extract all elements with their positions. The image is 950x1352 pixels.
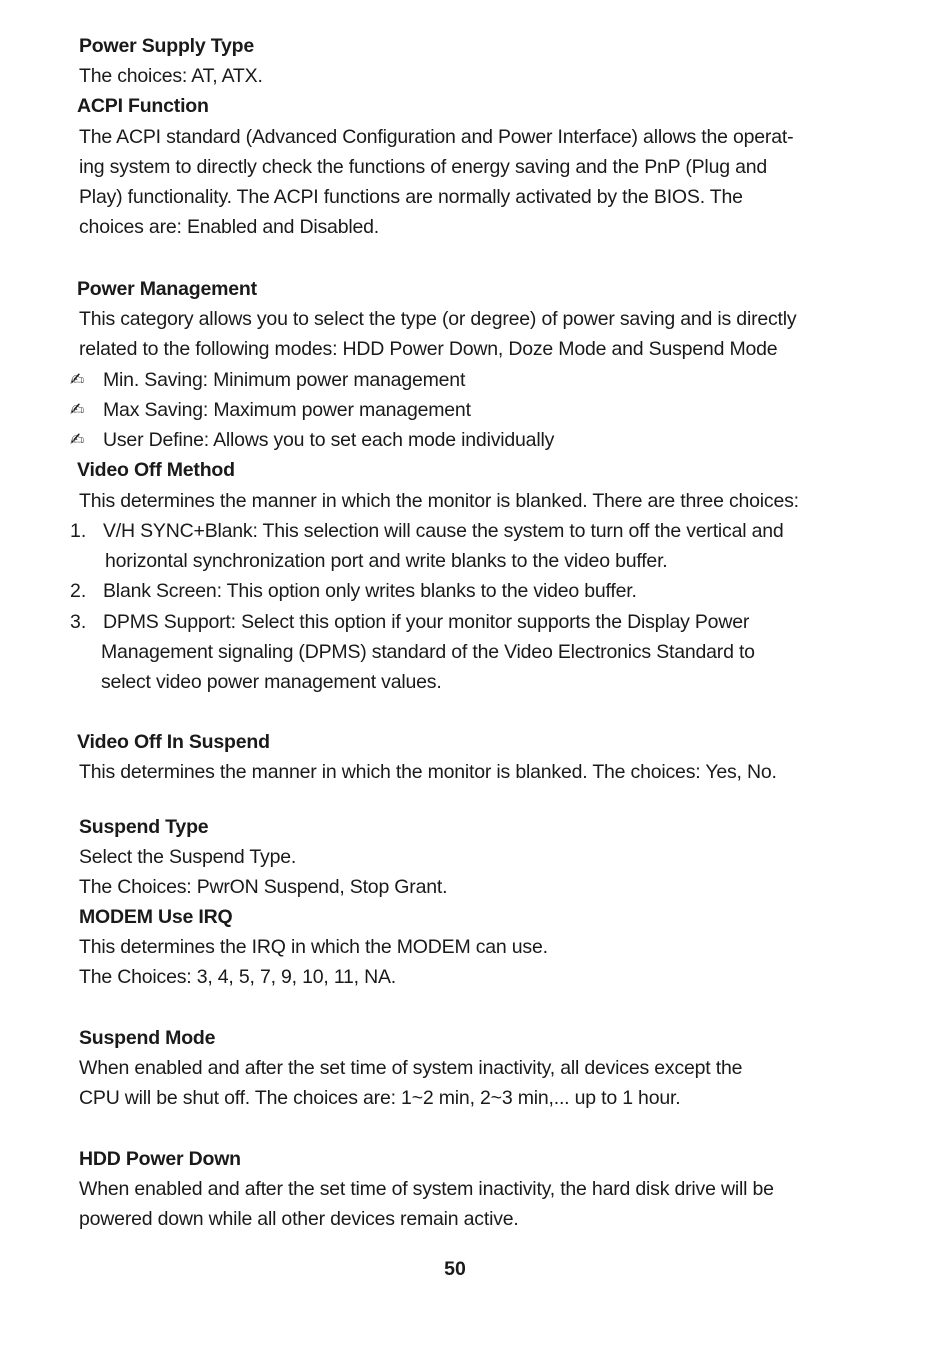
bullet-item: Min. Saving: Minimum power management	[103, 369, 466, 391]
paragraph-line: This determines the manner in which the monitor is blanked. The choices: Yes, No.	[79, 761, 777, 783]
paragraph-line: CPU will be shut off. The choices are: 1~2 min, 2~3 min,... up to 1 hour.	[79, 1087, 681, 1109]
bullet-item: Max Saving: Maximum power management	[103, 399, 471, 421]
paragraph-line: related to the following modes: HDD Power Down, Doze Mode and Suspend Mode	[79, 338, 778, 360]
list-number: 2.	[70, 580, 87, 602]
paragraph-line: This determines the IRQ in which the MODEM can use.	[79, 936, 548, 958]
writing-hand-icon: ✍	[70, 400, 85, 419]
paragraph-line: This category allows you to select the type (or degree) of power saving and is directly	[79, 308, 797, 330]
heading-suspend-mode: Suspend Mode	[79, 1027, 216, 1049]
bullet-item: User Define: Allows you to set each mode individually	[103, 429, 555, 451]
paragraph-line: choices are: Enabled and Disabled.	[79, 216, 379, 238]
paragraph-line: This determines the manner in which the monitor is blanked. There are three choices:	[79, 490, 799, 512]
paragraph-line: Select the Suspend Type.	[79, 846, 297, 868]
list-item-line: horizontal synchronization port and write blanks to the video buffer.	[105, 550, 668, 572]
list-item-line: Blank Screen: This option only writes blanks to the video buffer.	[103, 580, 637, 602]
list-number: 1.	[70, 520, 87, 542]
heading-hdd-power-down: HDD Power Down	[79, 1148, 241, 1170]
heading-acpi-function: ACPI Function	[77, 95, 209, 117]
paragraph-line: The ACPI standard (Advanced Configuration and Power Interface) allows the operat-	[79, 126, 794, 148]
heading-modem-use-irq: MODEM Use IRQ	[79, 906, 233, 928]
heading-video-off-in-suspend: Video Off In Suspend	[77, 731, 270, 753]
paragraph-line: Play) functionality. The ACPI functions are normally activated by the BIOS. The	[79, 186, 743, 208]
paragraph-line: The Choices: 3, 4, 5, 7, 9, 10, 11, NA.	[79, 966, 397, 988]
list-number: 3.	[70, 611, 87, 633]
paragraph-line: The choices: AT, ATX.	[79, 65, 263, 87]
heading-power-supply-type: Power Supply Type	[79, 35, 255, 57]
writing-hand-icon: ✍	[70, 430, 85, 449]
paragraph-line: When enabled and after the set time of system inactivity, all devices except the	[79, 1057, 743, 1079]
paragraph-line: powered down while all other devices remain active.	[79, 1208, 519, 1230]
page-number: 50	[444, 1258, 466, 1280]
list-item-line: Management signaling (DPMS) standard of the Video Electronics Standard to	[101, 641, 755, 663]
heading-video-off-method: Video Off Method	[77, 459, 235, 481]
list-item-line: DPMS Support: Select this option if your monitor supports the Display Power	[103, 611, 750, 633]
heading-power-management: Power Management	[77, 278, 257, 300]
heading-suspend-type: Suspend Type	[79, 816, 209, 838]
paragraph-line: When enabled and after the set time of system inactivity, the hard disk drive will be	[79, 1178, 774, 1200]
writing-hand-icon: ✍	[70, 370, 85, 389]
paragraph-line: ing system to directly check the functions of energy saving and the PnP (Plug and	[79, 156, 768, 178]
list-item-line: select video power management values.	[101, 671, 442, 693]
list-item-line: V/H SYNC+Blank: This selection will cause the system to turn off the vertical and	[103, 520, 784, 542]
paragraph-line: The Choices: PwrON Suspend, Stop Grant.	[79, 876, 448, 898]
